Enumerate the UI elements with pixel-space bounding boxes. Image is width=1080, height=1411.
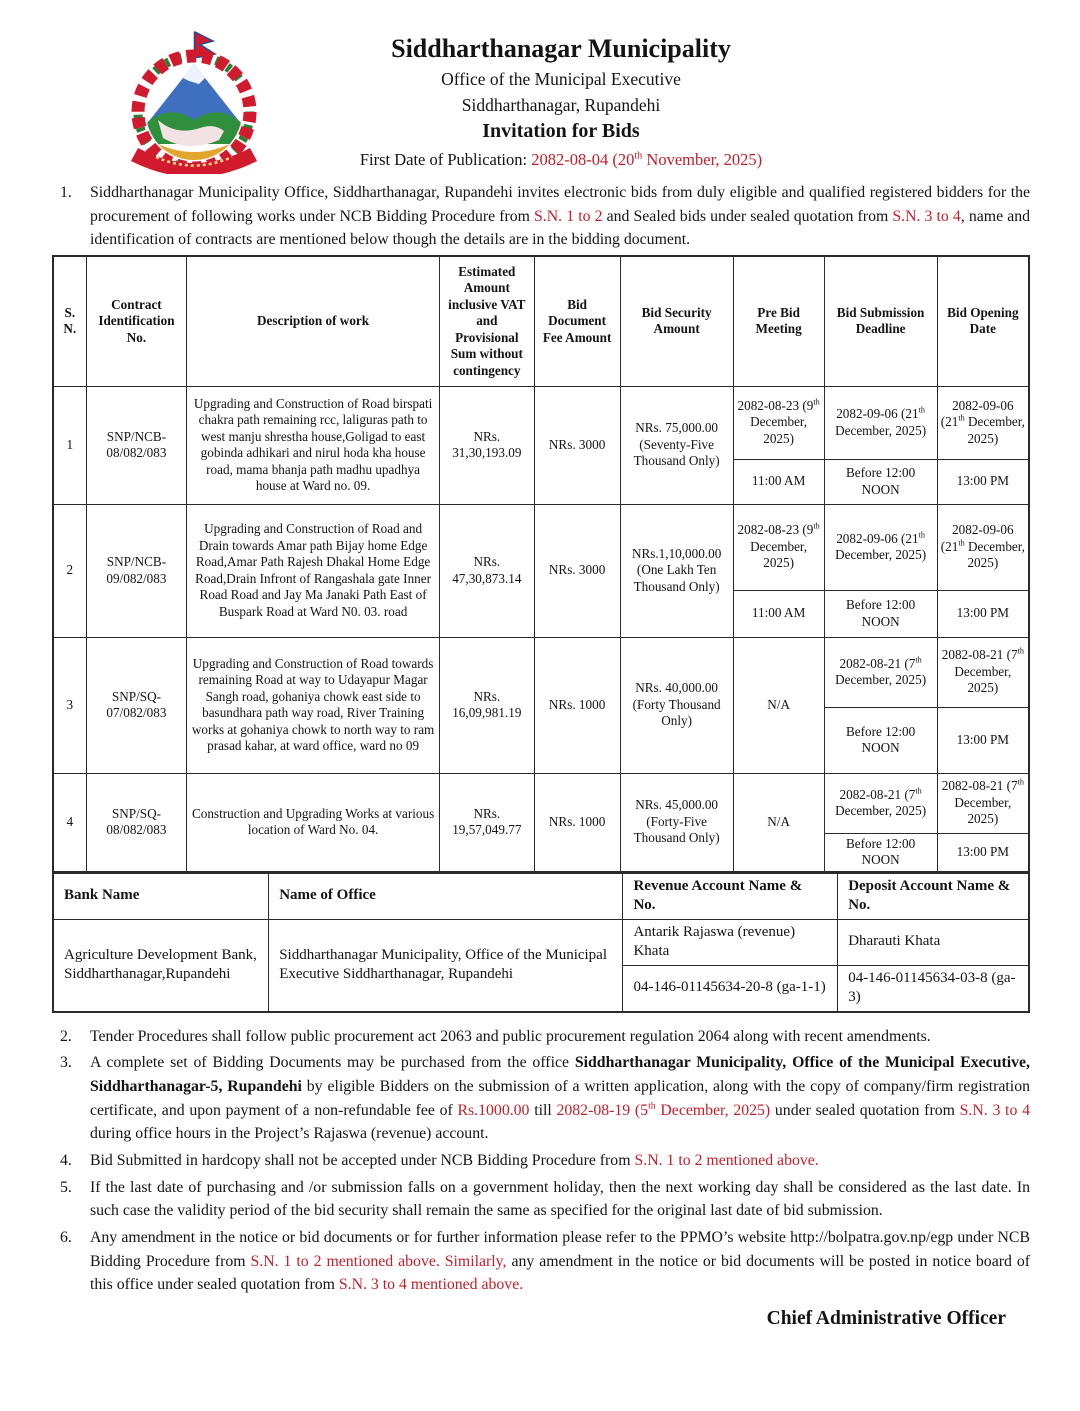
signature-title: Chief Administrative Officer	[766, 1308, 1006, 1330]
bids-header-row	[53, 256, 1029, 386]
cell-revenue-account-number: 04-146-01145634-20-8 (ga-1-1)	[623, 965, 838, 1012]
cell-bank-name: Agriculture Development Bank, Siddharthanagar,Rupandehi	[53, 919, 269, 1012]
cell-doc-fee: NRs. 3000	[534, 504, 620, 637]
cell-submission-time: Before 12:00 NOON	[824, 459, 937, 504]
cell-opening-date: 2082-09-06 (21th December, 2025)	[937, 386, 1029, 459]
cell-prebid-na: N/A	[733, 637, 824, 773]
cell-prebid-date: 2082-08-23 (9th December, 2025)	[733, 504, 824, 590]
cell-estimated-amount: NRs. 16,09,981.19	[439, 637, 534, 773]
cell-submission-time: Before 12:00 NOON	[824, 590, 937, 637]
cell-bid-security: NRs. 45,000.00 (Forty-Five Thousand Only)	[620, 773, 733, 872]
cell-description: Upgrading and Construction of Road towards remaining Road at way to Udayapur Magar Sangh road, gohaniya chowk east side to basundhara path way road, River Training works at gohaniya chowk to north way to ram prasad kahar, at ward office, ward no 09	[187, 637, 440, 773]
cell-office-name: Siddharthanagar Municipality, Office of the Municipal Executive Siddharthanagar, Rupandehi	[269, 919, 623, 1012]
cell-bid-security: NRs. 40,000.00 (Forty Thousand Only)	[620, 637, 733, 773]
bank-accounts-table	[52, 872, 1030, 1013]
cell-doc-fee: NRs. 1000	[534, 637, 620, 773]
paragraph-text: If the last date of purchasing and /or submission falls on a government holiday, then the next working day shall be considered as the last date. In such case the validity period of the bid security shall remain the same as specified for the original last date of bid submission.	[90, 1178, 1030, 1220]
paragraph-3	[52, 1051, 1030, 1146]
cell-prebid-na: N/A	[733, 773, 824, 872]
cell-submission-date: 2082-08-21 (7th December, 2025)	[824, 637, 937, 707]
cell-description: Upgrading and Construction of Road and Drain towards Amar path Bijay home Edge Road,Amar Path Rajesh Dhakal Home Edge Road,Drain Infront of Rangashala gate Inner Road Road and Jay Ma Janaki Path East of Buspark Road at Ward N0. 03. road	[187, 504, 440, 637]
cell-opening-time: 13:00 PM	[937, 707, 1029, 773]
paragraph-1	[52, 181, 1030, 252]
cell-contract-id: SNP/NCB-09/082/083	[86, 504, 187, 637]
col-header-description: Description of work	[187, 256, 440, 386]
cell-prebid-time: 11:00 AM	[733, 590, 824, 637]
cell-sn: 4	[53, 773, 86, 872]
paragraph-6	[52, 1226, 1030, 1297]
cell-estimated-amount: NRs. 31,30,193.09	[439, 386, 534, 504]
paragraph-2	[52, 1025, 1030, 1049]
cell-submission-time: Before 12:00 NOON	[824, 707, 937, 773]
paragraph-text: Tender Procedures shall follow public procurement act 2063 and public procurement regulation 2064 along with recent amendments.	[90, 1027, 931, 1045]
bid-row-3	[53, 637, 1029, 707]
paragraph-number: 6.	[60, 1229, 72, 1247]
paragraph-text: A complete set of Bidding Documents may be purchased from the office Siddharthanagar Municipality, Office of the Municipal Executive, Siddharthanagar-5, Rupandehi by eligible Bidders on the submission of a written application, along with the copy of company/firm registration certificate, and upon payment of a non-refundable fee of Rs.1000.00 till 2082-08-19 (5th December, 2025) under sealed quotation from S.N. 3 to 4 during office hours in the Project’s Rajaswa (revenue) account.	[90, 1054, 1030, 1143]
cell-opening-date: 2082-09-06 (21th December, 2025)	[937, 504, 1029, 590]
bid-row-4	[53, 773, 1029, 833]
bid-row-2	[53, 504, 1029, 590]
cell-opening-date: 2082-08-21 (7th December, 2025)	[937, 637, 1029, 707]
col-header-sn: S. N.	[53, 256, 86, 386]
col-header-deposit-account: Deposit Account Name & No.	[838, 873, 1029, 920]
paragraph-4	[52, 1149, 1030, 1173]
cell-doc-fee: NRs. 1000	[534, 773, 620, 872]
publication-date-line: First Date of Publication: 2082-08-04 (20th November, 2025)	[359, 150, 763, 169]
nepal-emblem-graphic	[124, 26, 264, 174]
col-header-bank-name: Bank Name	[53, 873, 269, 920]
cell-estimated-amount: NRs. 47,30,873.14	[439, 504, 534, 637]
col-header-estimated-amount: Estimated Amount inclusive VAT and Provisional Sum without contingency	[439, 256, 534, 386]
intro-section	[52, 181, 1030, 252]
nepal-emblem-icon	[124, 26, 264, 174]
paragraph-5	[52, 1176, 1030, 1223]
bids-table	[52, 255, 1030, 873]
cell-sn: 3	[53, 637, 86, 773]
page-title: Invitation for Bids	[482, 120, 640, 142]
cell-opening-date: 2082-08-21 (7th December, 2025)	[937, 773, 1029, 833]
bank-data-row	[53, 919, 1029, 965]
cell-submission-date: 2082-09-06 (21th December, 2025)	[824, 386, 937, 459]
municipality-name: Siddharthanagar Municipality	[391, 34, 731, 63]
cell-contract-id: SNP/SQ-08/082/083	[86, 773, 187, 872]
office-location: Siddharthanagar, Rupandehi	[461, 95, 661, 115]
cell-contract-id: SNP/NCB-08/082/083	[86, 386, 187, 504]
cell-sn: 2	[53, 504, 86, 637]
col-header-bid-security: Bid Security Amount	[620, 256, 733, 386]
paragraph-number: 2.	[60, 1027, 72, 1045]
cell-prebid-date: 2082-08-23 (9th December, 2025)	[733, 386, 824, 459]
cell-bid-security: NRs.1,10,000.00 (One Lakh Ten Thousand Only)	[620, 504, 733, 637]
paragraph-number: 5.	[60, 1178, 72, 1196]
cell-deposit-account-number: 04-146-01145634-03-8 (ga-3)	[838, 965, 1029, 1012]
cell-bid-security: NRs. 75,000.00 (Seventy-Five Thousand Only)	[620, 386, 733, 504]
col-header-opening-date: Bid Opening Date	[937, 256, 1029, 386]
paragraph-number: 1.	[60, 184, 72, 201]
col-header-prebid-meeting: Pre Bid Meeting	[733, 256, 824, 386]
paragraph-number: 3.	[60, 1054, 72, 1072]
cell-doc-fee: NRs. 3000	[534, 386, 620, 504]
bank-header-row	[53, 873, 1029, 920]
cell-submission-date: 2082-08-21 (7th December, 2025)	[824, 773, 937, 833]
conditions-section	[52, 1025, 1030, 1298]
cell-deposit-account-name: Dharauti Khata	[838, 919, 1029, 965]
cell-description: Construction and Upgrading Works at various location of Ward No. 04.	[187, 773, 440, 872]
col-header-contract-id: Contract Identification No.	[86, 256, 187, 386]
col-header-doc-fee: Bid Document Fee Amount	[534, 256, 620, 386]
col-header-revenue-account: Revenue Account Name & No.	[623, 873, 838, 920]
cell-contract-id: SNP/SQ-07/082/083	[86, 637, 187, 773]
cell-estimated-amount: NRs. 19,57,049.77	[439, 773, 534, 872]
paragraph-text: Siddharthanagar Municipality Office, Siddharthanagar, Rupandehi invites electronic bids from duly eligible and qualified registered bidders for the procurement of following works under NCB Bidding Procedure from S.N. 1 to 2 and Sealed bids under sealed quotation from S.N. 3 to 4, name and identification of contracts are mentioned below though the details are in the bidding document.	[90, 184, 1031, 249]
paragraph-text: Any amendment in the notice or bid documents or for further information please refer to the PPMO’s website http://bolpatra.gov.np/egp under NCB Bidding Procedure from S.N. 1 to 2 mentioned above. Similarly, any amendment in the notice or bid documents will be posted in notice board of this office under sealed quotation from S.N. 3 to 4 mentioned above.	[90, 1229, 1030, 1294]
col-header-office-name: Name of Office	[269, 873, 623, 920]
cell-submission-date: 2082-09-06 (21th December, 2025)	[824, 504, 937, 590]
cell-revenue-account-name: Antarik Rajaswa (revenue) Khata	[623, 919, 838, 965]
office-name: Office of the Municipal Executive	[441, 69, 681, 89]
paragraph-number: 4.	[60, 1152, 72, 1169]
cell-submission-time: Before 12:00 NOON	[824, 833, 937, 872]
paragraph-text: Bid Submitted in hardcopy shall not be accepted under NCB Bidding Procedure from S.N. 1 to 2 mentioned above.	[90, 1152, 819, 1169]
cell-sn: 1	[53, 386, 86, 504]
cell-description: Upgrading and Construction of Road birspati chakra path remaining rcc, laliguras path to west manju shrestha house,Goligad to east gobinda adhikari and nirul hoda kha house road, mama bhanja path madhu upadhya house at Ward no. 09.	[187, 386, 440, 504]
col-header-submission-deadline: Bid Submission Deadline	[824, 256, 937, 386]
cell-opening-time: 13:00 PM	[937, 590, 1029, 637]
bid-row-1	[53, 386, 1029, 459]
cell-opening-time: 13:00 PM	[937, 833, 1029, 872]
cell-prebid-time: 11:00 AM	[733, 459, 824, 504]
cell-opening-time: 13:00 PM	[937, 459, 1029, 504]
